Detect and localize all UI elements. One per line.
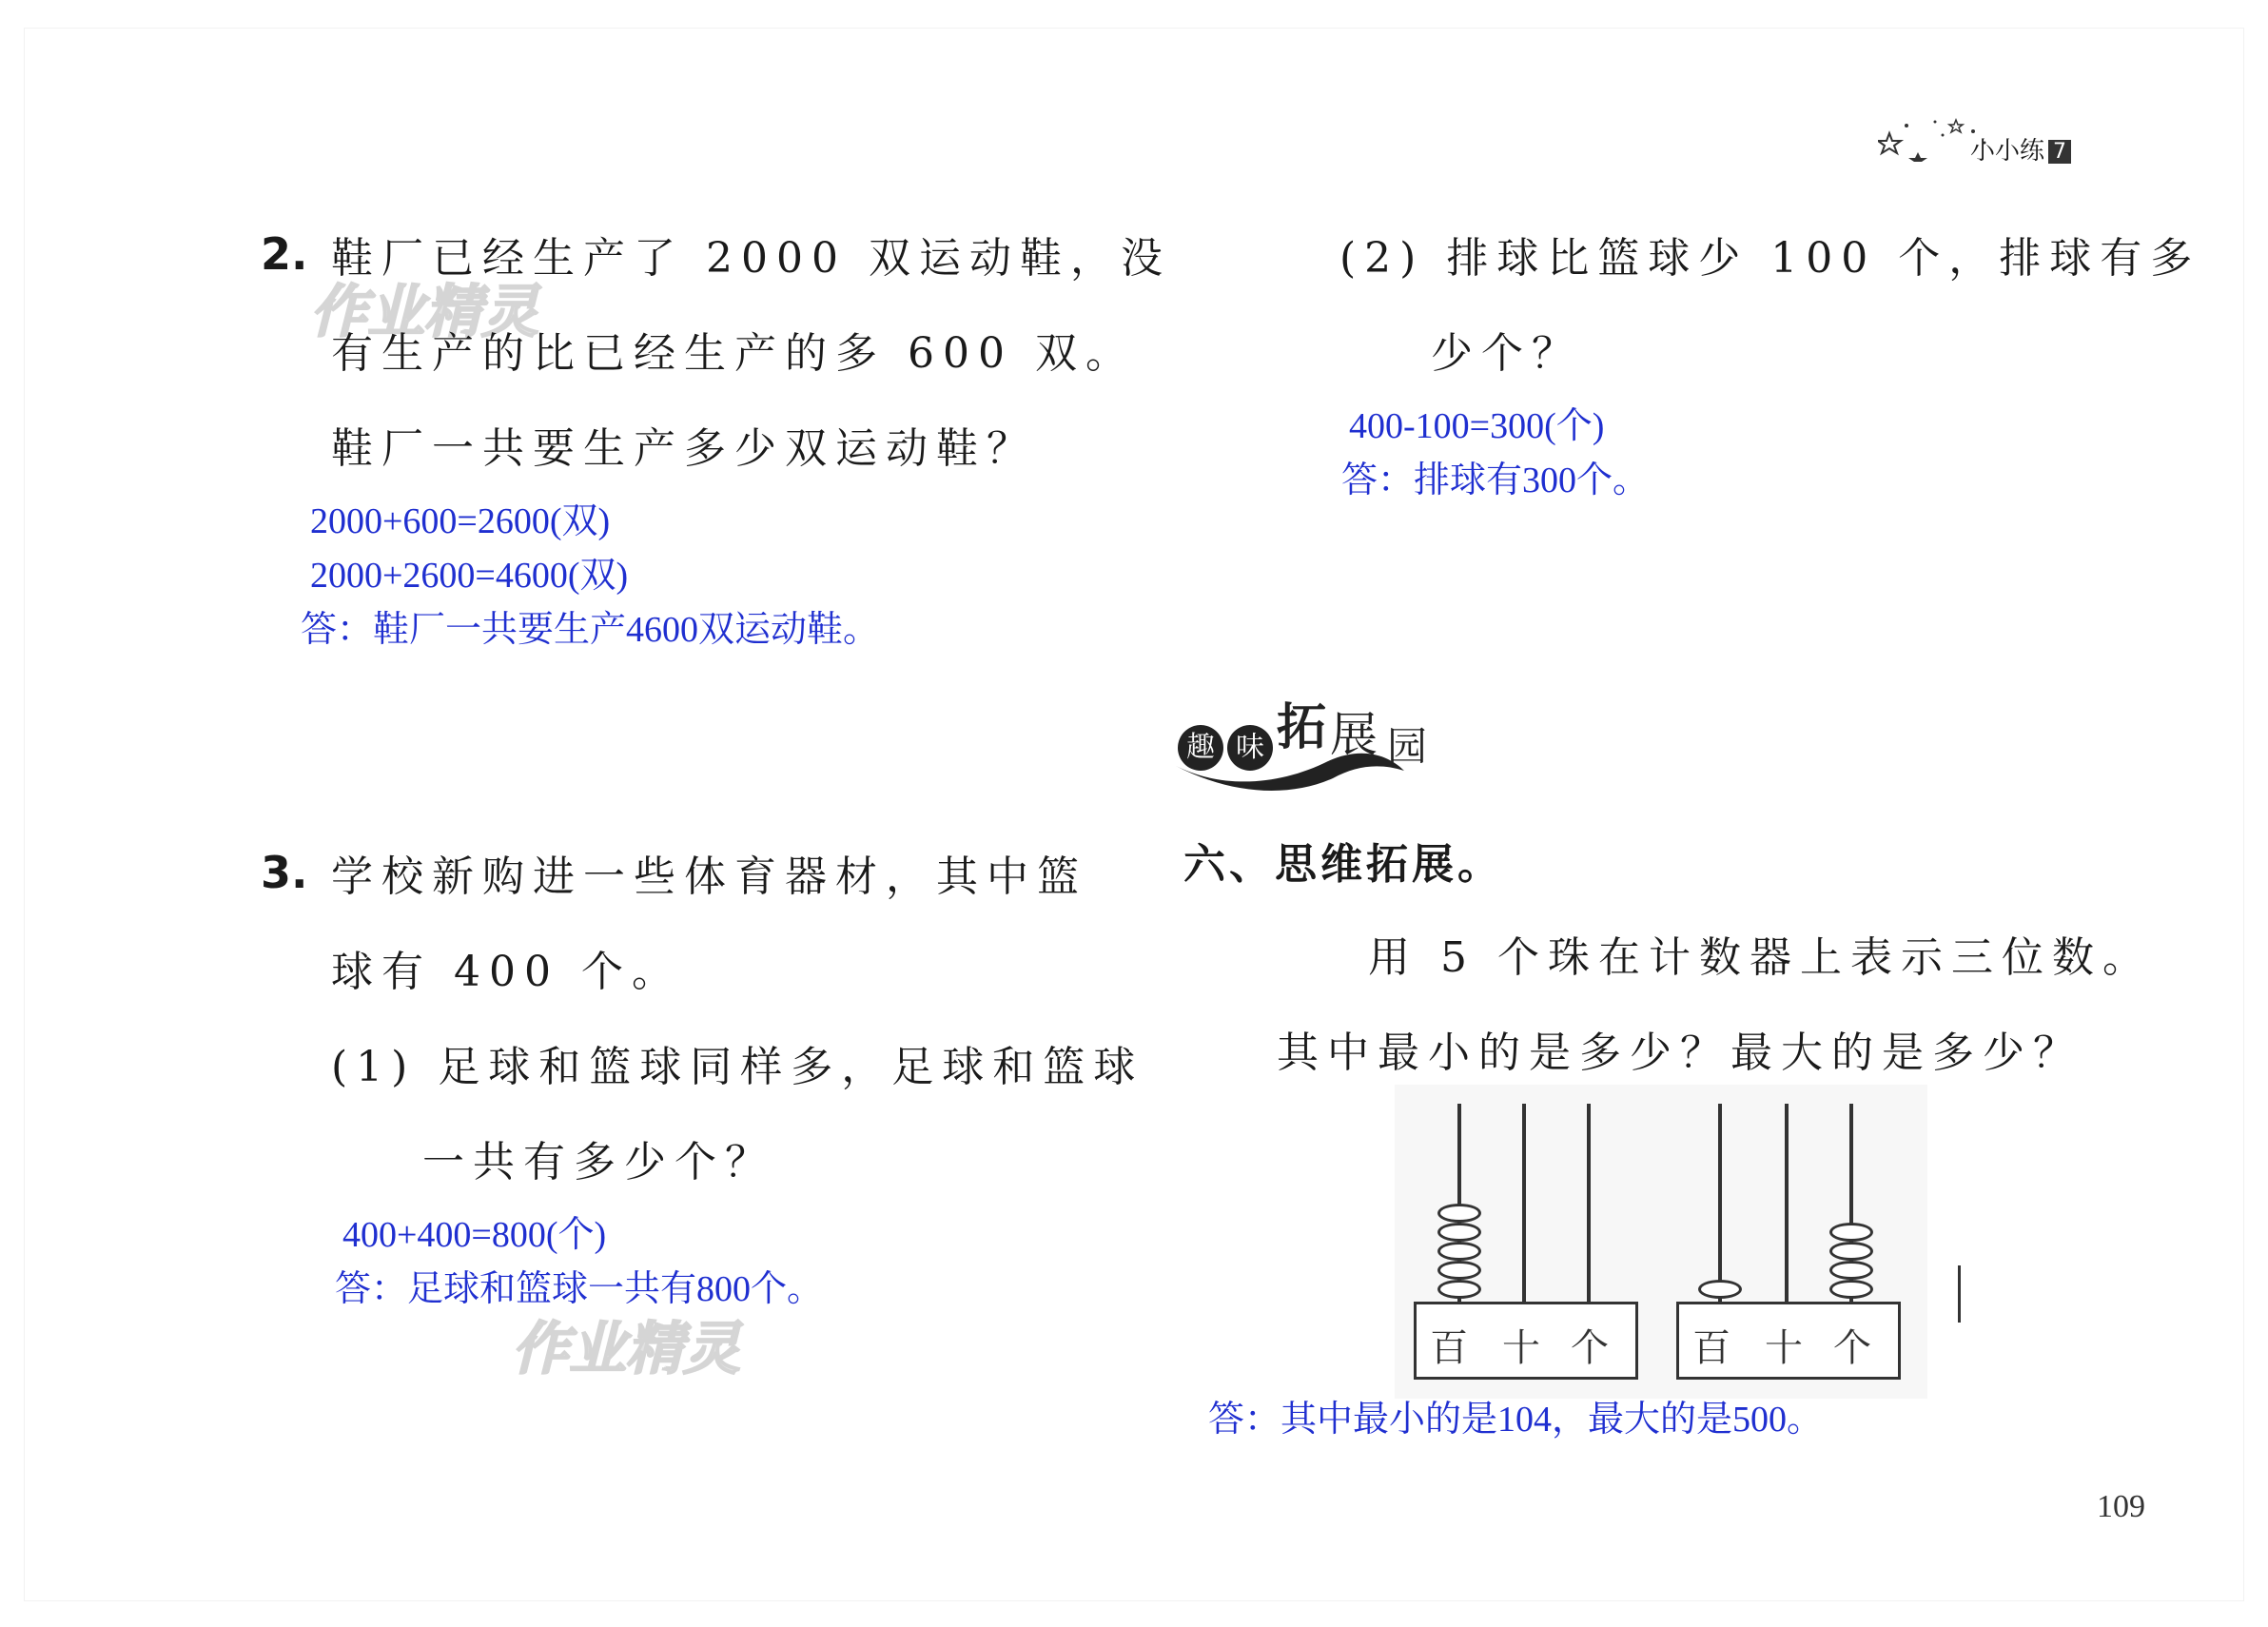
section-label-text: 小小练 — [1970, 137, 2045, 166]
problem-3-part-1-line-1: (1) 足球和篮球同样多，足球和篮球 — [331, 1043, 1144, 1091]
section-label — [1970, 131, 2071, 167]
abacus-right-bead — [1829, 1242, 1873, 1261]
banner-char-3: 拓 — [1277, 698, 1327, 756]
section-6-answer: 答：其中最小的是104，最大的是500。 — [1208, 1400, 1824, 1440]
abacus-right-rod-tens — [1785, 1104, 1789, 1313]
problem-3-part-1-answer-2: 答：足球和篮球一共有800个。 — [335, 1269, 824, 1309]
watermark-top: 作业精灵 — [310, 279, 538, 345]
fun-extension-banner — [1166, 676, 1471, 799]
abacus-left-bead — [1437, 1261, 1481, 1280]
problem-3-part-2-answer-2: 答：排球有300个。 — [1341, 461, 1650, 500]
section-number-badge: 7 — [2048, 140, 2071, 164]
abacus-right-bead — [1829, 1261, 1873, 1280]
problem-2-line-3: 鞋厂一共要生产多少双运动鞋？ — [331, 424, 1037, 473]
abacus-left-bead — [1437, 1242, 1481, 1261]
problem-3-part-2-line-2: 少个？ — [1431, 329, 1582, 378]
abacus-right-bead — [1829, 1280, 1873, 1299]
banner-char-5: 园 — [1387, 723, 1428, 770]
problem-3-part-1-answer-1: 400+400=800(个) — [342, 1215, 607, 1255]
banner-char-1: 趣 — [1178, 725, 1223, 771]
abacus-left-rod-tens — [1522, 1104, 1526, 1313]
problem-2-answer-1: 2000+600=2600(双) — [310, 501, 611, 541]
problem-2-number: 2. — [261, 228, 308, 280]
abacus-right-label-ones: 个 — [1833, 1326, 1871, 1370]
section-6-line-2: 其中最小的是多少？最大的是多少？ — [1277, 1029, 2083, 1077]
workbook-page — [25, 29, 2243, 1600]
page-number: 109 — [2097, 1489, 2145, 1524]
abacus-left-rod-ones — [1587, 1104, 1591, 1313]
banner-char-2: 味 — [1227, 725, 1273, 771]
problem-2-line-2: 有生产的比已经生产的多 600 双。 — [331, 329, 1136, 378]
problem-3-part-2-answer-1: 400-100=300(个) — [1349, 406, 1605, 446]
problem-3-line-2: 球有 400 个。 — [331, 948, 682, 996]
section-6-title: 六、思维拓展。 — [1183, 840, 1503, 889]
watermark-bottom: 作业精灵 — [512, 1316, 740, 1382]
abacus-right-label-tens: 十 — [1765, 1326, 1803, 1370]
abacus-left-bead — [1437, 1223, 1481, 1242]
abacus-right-base — [1676, 1302, 1901, 1380]
problem-3-line-1: 学校新购进一些体育器材，其中篮 — [331, 853, 1087, 901]
abacus-left-label-tens: 十 — [1502, 1326, 1540, 1370]
banner-char-4: 展 — [1330, 707, 1378, 762]
abacus-left-bead — [1437, 1204, 1481, 1223]
problem-3-part-2-line-1: (2) 排球比篮球少 100 个，排球有多 — [1339, 234, 2201, 283]
abacus-left-base — [1414, 1302, 1638, 1380]
abacus-left-label-hundreds: 百 — [1430, 1326, 1468, 1370]
abacus-left-label-ones: 个 — [1571, 1326, 1609, 1370]
problem-2-answer-3: 答：鞋厂一共要生产4600双运动鞋。 — [301, 610, 880, 650]
problem-2-line-1: 鞋厂已经生产了 2000 双运动鞋，没 — [331, 234, 1171, 283]
problem-3-part-1-line-2: 一共有多少个？ — [422, 1138, 775, 1186]
abacus-right-bead — [1698, 1280, 1742, 1299]
section-6-line-1: 用 5 个珠在计数器上表示三位数。 — [1368, 933, 2153, 982]
bracket-mark — [1958, 1265, 1961, 1323]
abacus-right-bead — [1829, 1223, 1873, 1242]
abacus-figure — [1395, 1085, 1927, 1399]
problem-2-answer-2: 2000+2600=4600(双) — [310, 556, 629, 596]
abacus-left-bead — [1437, 1280, 1481, 1299]
problem-3-number: 3. — [261, 847, 308, 898]
abacus-right-label-hundreds: 百 — [1692, 1326, 1730, 1370]
